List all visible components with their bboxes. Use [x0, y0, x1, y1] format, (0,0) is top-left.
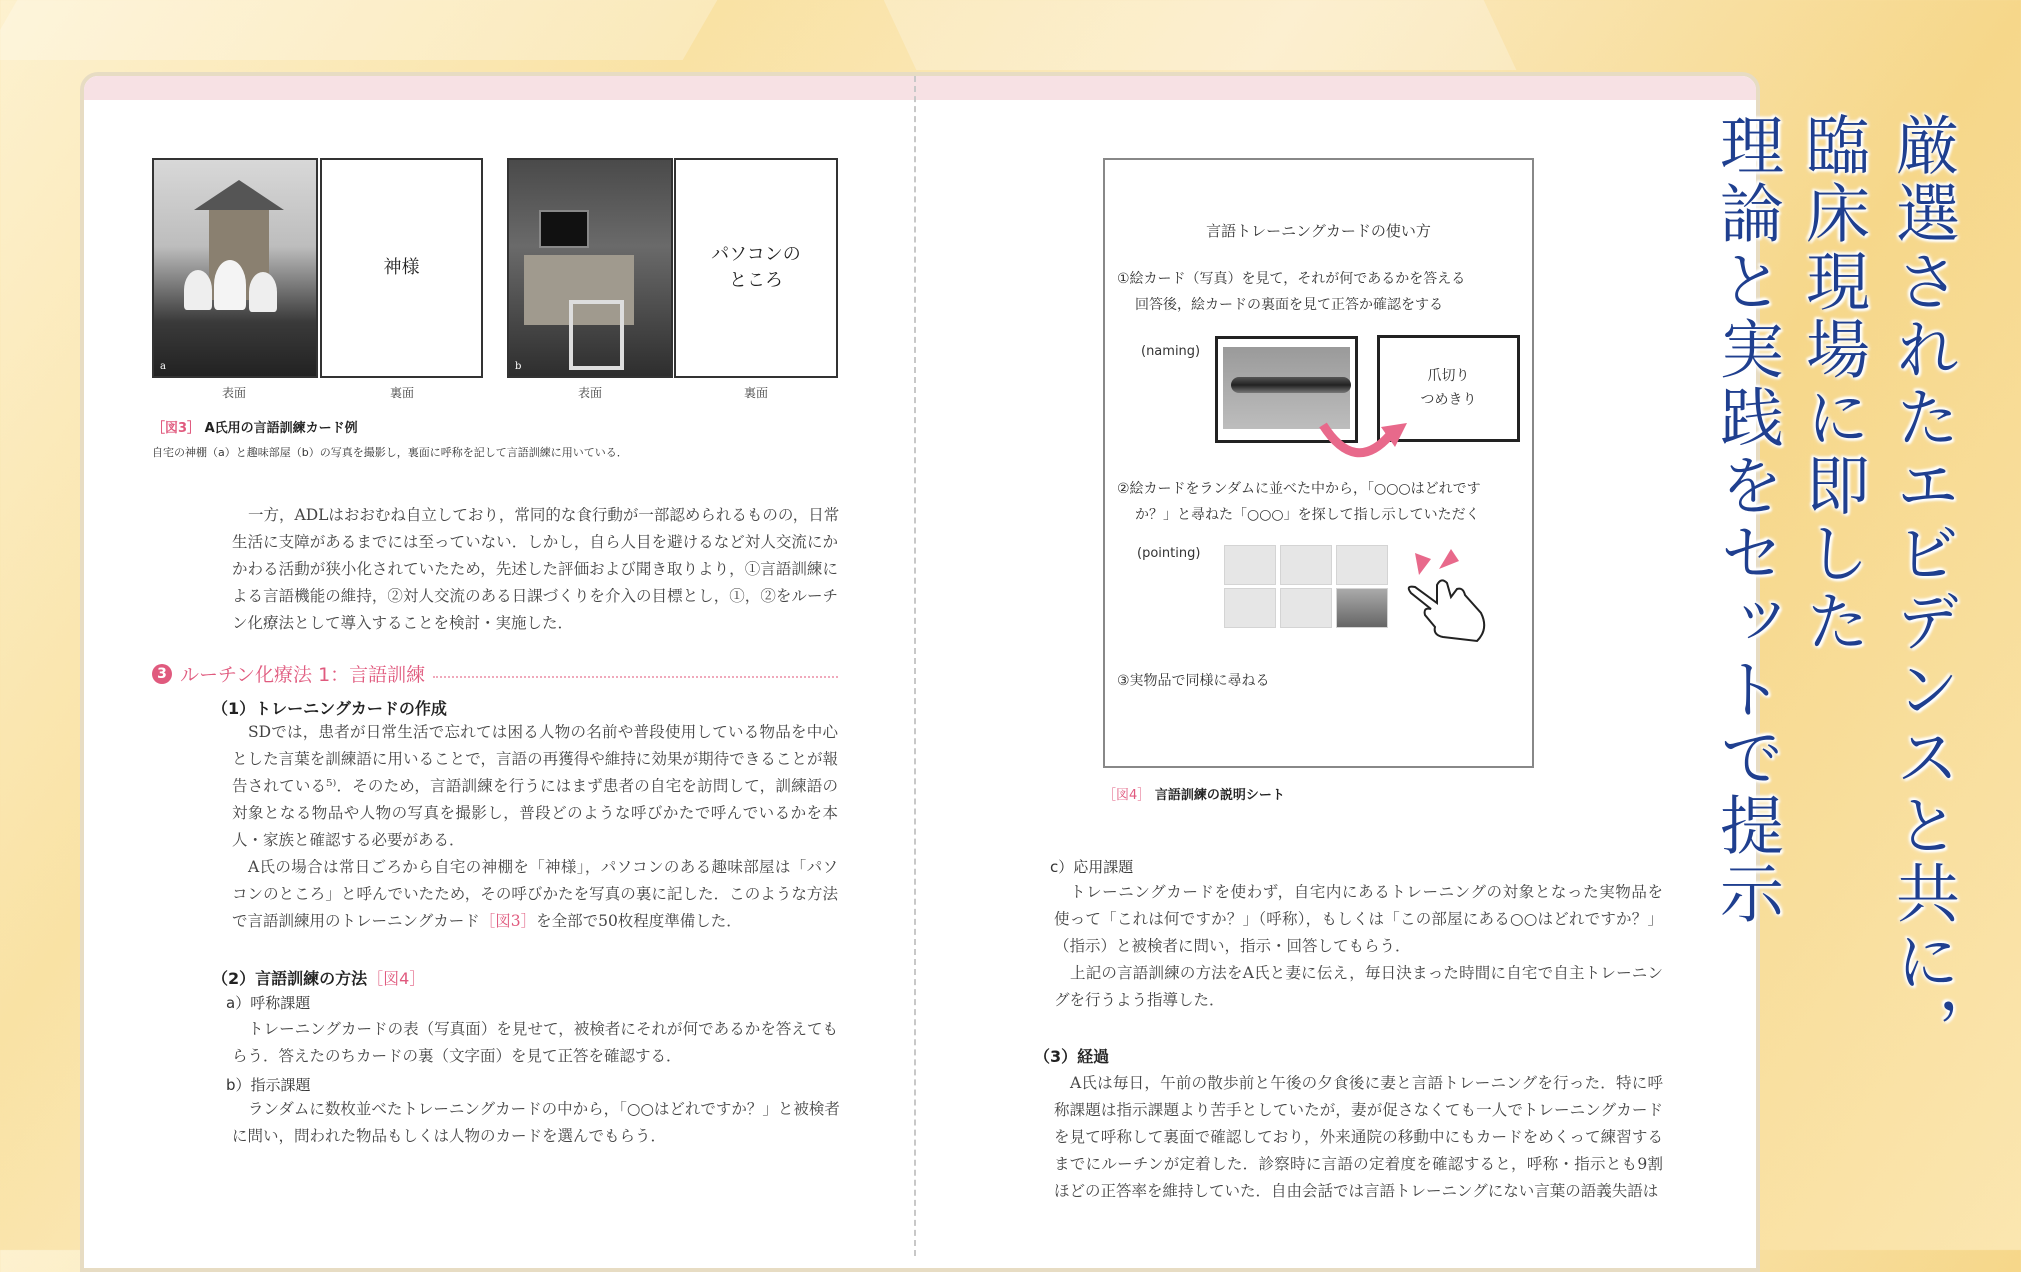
- text-line: かわる活動が狭小化されていたため，先述した評価および聞き取りより，①言語訓練に: [232, 560, 838, 578]
- grid-card: [1224, 588, 1276, 628]
- fig3-link[interactable]: ［図3］: [479, 912, 537, 930]
- grid-card-target: [1336, 588, 1388, 628]
- fig4-caption: [1103, 784, 1285, 803]
- text-line: を見て呼称して裏面で確認しており，外来通院の移動中にもカードをめくって練習する: [1054, 1128, 1663, 1146]
- pointing-hand-icon: [1403, 545, 1503, 655]
- text-line: 使って「これは何ですか？」（呼称），もしくは「この部屋にある○○はどれですか？」: [1054, 910, 1663, 928]
- bg-facet: [884, 0, 1517, 70]
- label-front: 表面: [222, 386, 247, 400]
- task-c-paragraph: [1054, 879, 1663, 1014]
- text-line: 対象となる物品や人物の写真を撮影し，普段どのような呼びかたで呼んでいるかを本: [232, 804, 838, 822]
- text-line: SDでは，患者が日常生活で忘れては困る人物の名前や普段使用している物品を中心: [248, 723, 838, 741]
- fig4-link[interactable]: ［図4］: [367, 969, 426, 988]
- text: で言語訓練用のトレーニングカード: [232, 912, 480, 930]
- text-line: に問い，問われた物品もしくは人物のカードを選んでもらう．: [232, 1127, 667, 1145]
- text-line: よる言語機能の維持，②対人交流のある日課づくりを介入の目標とし，①，②をルーチ: [232, 587, 838, 605]
- page-fold-divider: [914, 76, 916, 1256]
- subsection-3-title: （3）経過: [1034, 1047, 1110, 1066]
- text-line: 人・家族と確認する必要がある．: [232, 831, 465, 849]
- headline-column-2: 臨床現場に即した: [1795, 112, 1869, 656]
- step2-line2: か？」と尋ねた「○○○」を探して指し示していただく: [1135, 507, 1480, 523]
- section-heading: [152, 660, 838, 687]
- text: を全部で50枚程度準備した．: [536, 912, 742, 930]
- card-word-kanji: 爪切り: [1427, 368, 1470, 384]
- fig4-title: 言語トレーニングカードの使い方: [1206, 222, 1431, 240]
- naming-label: (naming): [1141, 344, 1201, 359]
- shrine-photo: [152, 158, 318, 378]
- section-number-badge: 3: [152, 664, 172, 684]
- task-b-title: b）指示課題: [226, 1076, 311, 1094]
- text-line: 一方，ADLはおおむね自立しており，常同的な食行動が一部認められるものの，日常: [248, 506, 840, 524]
- pointing-label: (pointing): [1137, 546, 1201, 561]
- fig4-caption-text: 言語訓練の説明シート: [1154, 788, 1285, 803]
- card-text: 神様: [383, 257, 420, 278]
- fig4-instruction-sheet: [1103, 158, 1534, 768]
- subsection-1-paragraph: [232, 719, 838, 908]
- pc-room-card-back: [674, 158, 838, 378]
- label-back: 裏面: [390, 386, 415, 400]
- text-line: トレーニングカードの表（写真面）を見せて，被検者にそれが何であるかを答えても: [248, 1020, 838, 1038]
- step2-line1: ②絵カードをランダムに並べた中から，「○○○はどれです: [1117, 481, 1481, 497]
- fig3-caption: [152, 417, 358, 436]
- intro-paragraph: [232, 502, 838, 637]
- text-line: （指示）と被検者に問い，指示・回答してもらう．: [1054, 937, 1411, 955]
- task-c-title: c）応用課題: [1050, 858, 1134, 876]
- text-line: グを行うよう指導した．: [1054, 991, 1225, 1009]
- text-line: 告されている⁵⁾．そのため，言語訓練を行うにはまず患者の自宅を訪問して，訓練語の: [232, 777, 838, 795]
- label-front: 表面: [578, 386, 603, 400]
- text-line: コンのところ」と呼んでいたため，その呼びかたを写真の裏に記した．このような方法: [232, 885, 838, 903]
- shrine-card-back: [320, 158, 483, 378]
- title-text: （2）言語訓練の方法: [212, 969, 368, 988]
- step3-line: ③実物品で同様に尋ねる: [1117, 673, 1270, 689]
- text-line: までにルーチンが定着した．診察時に言語の定着度を確認すると，呼称・指示とも9割: [1054, 1155, 1663, 1173]
- subsection-1-title: （1）トレーニングカードの作成: [212, 699, 447, 718]
- flip-arrow-icon: [1315, 415, 1415, 465]
- grid-card: [1336, 545, 1388, 585]
- text-line: 生活に支障があるまでには至っていない．しかし，自ら人目を避けるなど対人交流にか: [232, 533, 838, 551]
- photo-mark-b: b: [515, 361, 522, 372]
- page-header-strip: [84, 76, 1756, 100]
- step1-line1: ①絵カード（写真）を見て，それが何であるかを答える: [1117, 271, 1466, 287]
- pc-room-photo: [507, 158, 673, 378]
- card-word-kana: つめきり: [1420, 392, 1477, 408]
- subsection-2-title: [212, 966, 425, 989]
- text-line: とした言葉を訓練語に用いることで，言語の再獲得や維持に効果が期待できることが報: [232, 750, 838, 768]
- card-text: パソコンの ところ: [711, 244, 801, 291]
- fig3-ref: ［図3］: [152, 421, 201, 436]
- section-title: ルーチン化療法 1：言語訓練: [180, 664, 426, 686]
- text-line: トレーニングカードを使わず，自宅内にあるトレーニングの対象となった実物品を: [1070, 883, 1663, 901]
- label-back: 裏面: [744, 386, 769, 400]
- text-line: 称課題は指示課題より苦手としていたが，妻が促さなくても一人でトレーニングカード: [1054, 1101, 1663, 1119]
- grid-card: [1224, 545, 1276, 585]
- subsection-1-last-line: [232, 908, 838, 935]
- text-line: ン化療法として導入することを検討・実施した．: [232, 614, 574, 632]
- subsection-3-paragraph: [1054, 1070, 1663, 1205]
- task-b-paragraph: [232, 1096, 838, 1150]
- text-line: ほどの正答率を維持していた．自由会話では言語トレーニングにない言葉の語義失語は: [1054, 1182, 1659, 1200]
- headline-column-1: 厳選されたエビデンスと共に，: [1885, 112, 1959, 1064]
- grid-card: [1280, 545, 1332, 585]
- step1-line2: 回答後，絵カードの裏面を見て正答か確認をする: [1135, 297, 1443, 313]
- headline-column-3: 理論と実践をセットで提示: [1709, 112, 1783, 928]
- task-a-title: a）呼称課題: [226, 994, 311, 1012]
- text-line: ランダムに数枚並べたトレーニングカードの中から，「○○はどれですか？」と被検者: [248, 1100, 840, 1118]
- fig4-ref: ［図4］: [1103, 788, 1151, 803]
- text-line: A氏の場合は常日ごろから自宅の神棚を「神様」，パソコンのある趣味部屋は「パソ: [248, 858, 838, 876]
- text-line: らう．答えたのちカードの裏（文字面）を見て正答を確認する．: [232, 1047, 682, 1065]
- dotted-rule: [433, 676, 838, 678]
- photo-mark-a: a: [160, 361, 166, 372]
- text-line: 上記の言語訓練の方法をA氏と妻に伝え，毎日決まった時間に自宅で自主トレーニン: [1070, 964, 1663, 982]
- bg-facet: [0, 0, 717, 60]
- grid-card: [1280, 588, 1332, 628]
- task-a-paragraph: [232, 1016, 838, 1070]
- fig3-title: A氏用の言語訓練カード例: [204, 421, 358, 436]
- text-line: A氏は毎日，午前の散歩前と午後の夕食後に妻と言語トレーニングを行った．特に呼: [1070, 1074, 1663, 1092]
- fig3-subtitle: 自宅の神棚（a）と趣味部屋（b）の写真を撮影し，裏面に呼称を記して言語訓練に用いている．: [152, 446, 628, 459]
